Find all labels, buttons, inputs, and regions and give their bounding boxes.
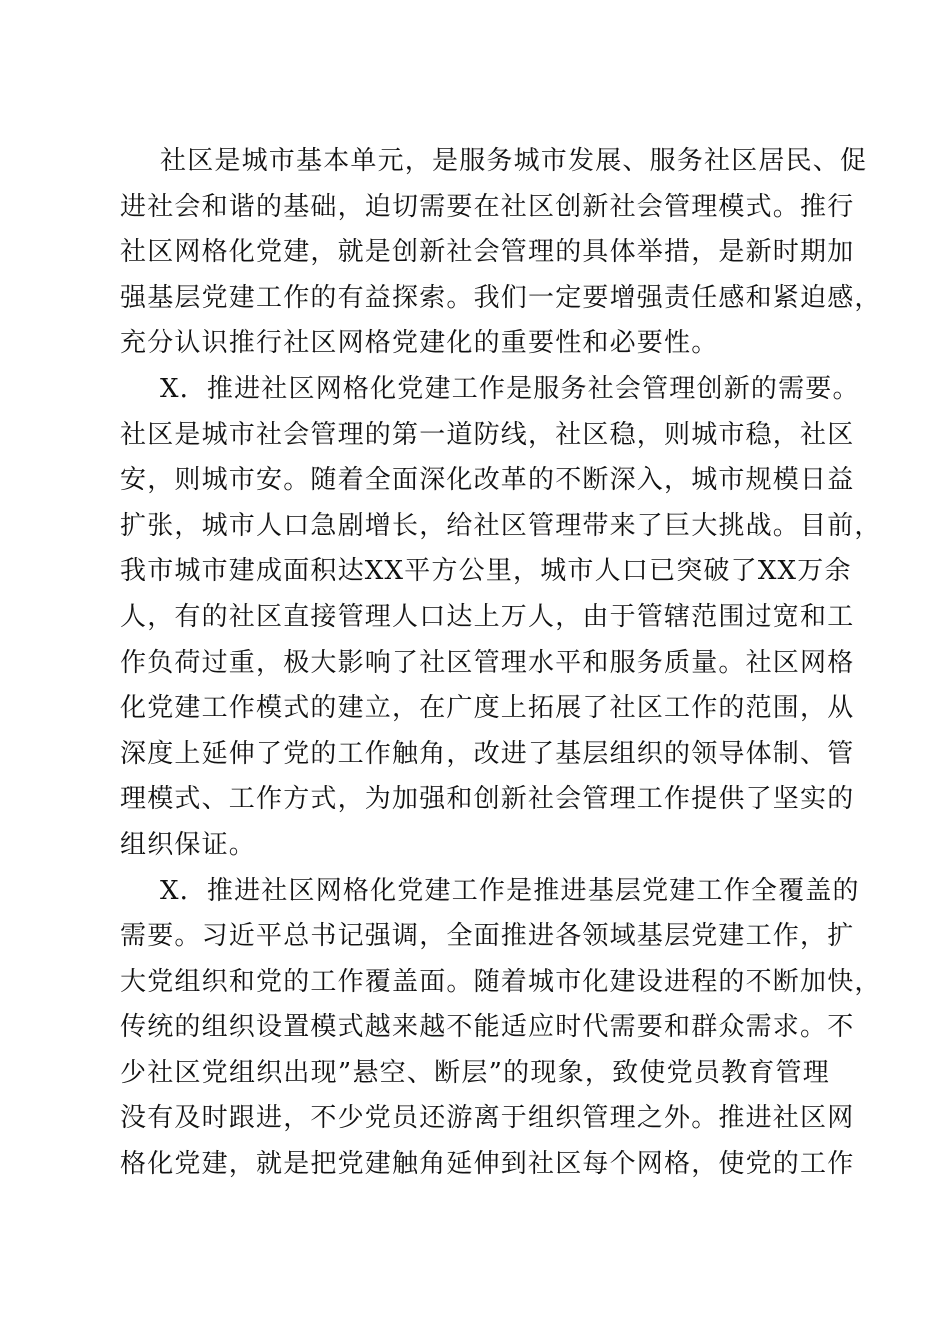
paragraph-line: 格化党建，就是把党建触角延伸到社区每个网格，使党的工作 (120, 1149, 855, 1180)
paragraph-line: 深度上延伸了党的工作触角，改进了基层组织的领导体制、管 (120, 738, 855, 769)
paragraph-line: 作负荷过重，极大影响了社区管理水平和服务质量。社区网格 (120, 647, 855, 678)
paragraph-line: 社区是城市基本单元，是服务城市发展、服务社区居民、促 (160, 146, 868, 176)
paragraph-line: 需要。习近平总书记强调，全面推进各领域基层党建工作，扩 (120, 921, 855, 952)
paragraph-line: 人，有的社区直接管理人口达上万人，由于管辖范围过宽和工 (120, 601, 855, 632)
paragraph-1 (120, 139, 882, 367)
paragraph-line: 安，则城市安。随着全面深化改革的不断深入，城市规模日益 (120, 465, 855, 496)
paragraph-line: 少社区党组织出现”悬空、断层”的现象，致使党员教育管理 (120, 1057, 830, 1088)
paragraph-line: X．推进社区网格化党建工作是服务社会管理创新的需要。 (160, 373, 860, 404)
paragraph-line: 没有及时跟进，不少党员还游离于组织管理之外。推进社区网 (120, 1103, 855, 1134)
paragraph-line: 扩张，城市人口急剧增长，给社区管理带来了巨大挑战。目前， (120, 510, 882, 541)
paragraph-line: 传统的组织设置模式越来越不能适应时代需要和群众需求。不 (120, 1012, 855, 1043)
paragraph-3 (120, 869, 882, 1188)
paragraph-line: 社区网格化党建，就是创新社会管理的具体举措，是新时期加 (120, 237, 855, 268)
paragraph-line: 强基层党建工作的有益探索。我们一定要增强责任感和紧迫感， (120, 282, 882, 313)
paragraph-line: 组织保证。 (120, 829, 257, 860)
paragraph-line: 理模式、工作方式，为加强和创新社会管理工作提供了坚实的 (120, 784, 855, 815)
paragraph-line: X．推进社区网格化党建工作是推进基层党建工作全覆盖的 (160, 875, 860, 906)
paragraph-line: 充分认识推行社区网格党建化的重要性和必要性。 (120, 328, 719, 359)
paragraph-line: 社区是城市社会管理的第一道防线，社区稳，则城市稳，社区 (120, 419, 855, 450)
paragraph-line: 进社会和谐的基础，迫切需要在社区创新社会管理模式。推行 (120, 191, 855, 222)
paragraph-line: 大党组织和党的工作覆盖面。随着城市化建设进程的不断加快， (120, 966, 882, 997)
document-body (120, 139, 882, 1188)
paragraph-2 (120, 367, 882, 869)
paragraph-line: 我市城市建成面积达XX平方公里，城市人口已突破了XX万余 (120, 556, 852, 587)
paragraph-line: 化党建工作模式的建立，在广度上拓展了社区工作的范围，从 (120, 693, 855, 724)
